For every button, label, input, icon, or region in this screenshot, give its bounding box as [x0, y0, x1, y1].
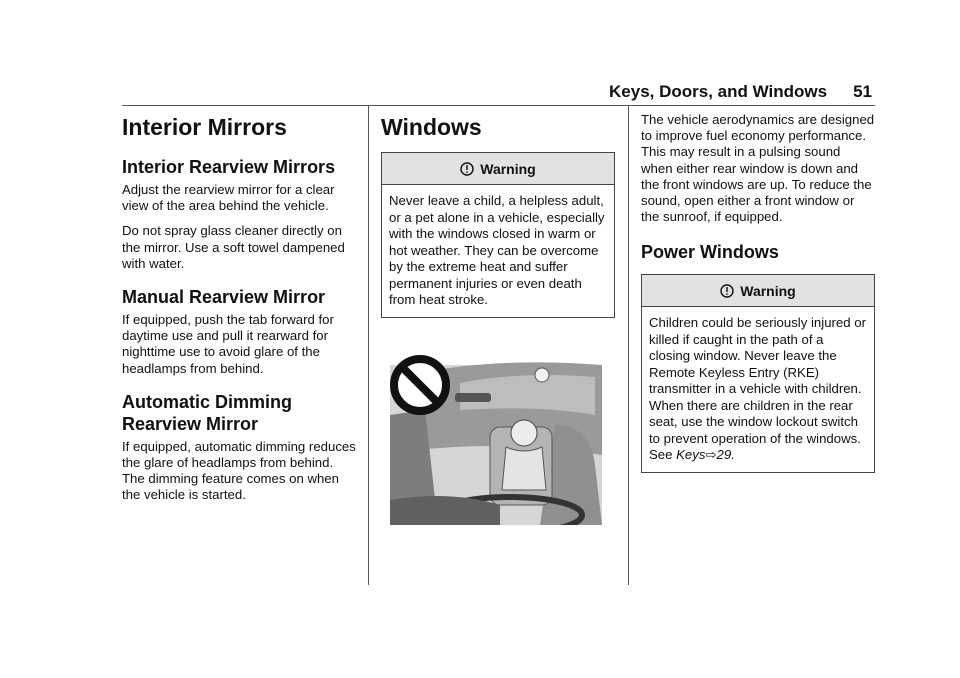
power-windows-heading: Power Windows — [641, 242, 779, 263]
aerodynamics-paragraph: The vehicle aerodynamics are designed to improve fuel economy performance. This may result in a pulsing sound when either rear window is down and the front windows are up. To reduce the sound, open either a front window or the sunroof, if equipped. — [641, 112, 875, 225]
interior-rearview-mirrors-heading: Interior Rearview Mirrors — [122, 157, 336, 177]
column-divider-2 — [628, 105, 629, 585]
column-divider-1 — [368, 105, 369, 585]
warning-body-text: Children could be seriously injured or killed if caught in the path of a closing window. Never leave the Remote Keyless Entry (RKE) transmitter in a vehicle with children. When there are children in the rear seat, use the window lockout switch to prevent operation of the windows. See — [649, 315, 866, 463]
heading-line: Automatic Dimming — [122, 391, 293, 412]
paragraph: If equipped, automatic dimming reduces the glare of headlamps from behind. The dimming feature comes on when the vehicle is started. — [122, 438, 356, 503]
warning-text — [642, 307, 874, 472]
warning-label: Warning — [740, 282, 796, 299]
warning-icon — [720, 284, 734, 298]
power-windows-warning-box — [641, 274, 875, 473]
warning-icon — [460, 162, 474, 176]
windows-title: Windows — [381, 114, 482, 140]
page-ref-arrow-icon: ⇨ — [705, 447, 717, 463]
heading-line: Rearview Mirror — [122, 413, 259, 434]
automatic-dimming-heading — [122, 391, 358, 435]
column-3 — [641, 106, 875, 473]
warning-text: Never leave a child, a helpless adult, or a pet alone in a vehicle, especially with the windows closed in warm or hot weather. They can be overcome by the extreme heat and suffer permanent injuries or even death from heat stroke. — [389, 193, 605, 307]
manual-rearview-mirror-heading: Manual Rearview Mirror — [122, 287, 326, 308]
section-title: Keys, Doors, and Windows — [609, 82, 828, 101]
child-in-car-illustration — [390, 355, 602, 525]
warning-header — [642, 275, 874, 307]
column-1 — [122, 106, 358, 513]
column-2 — [381, 106, 615, 318]
paragraph: Do not spray glass cleaner directly on the mirror. Use a soft towel dampened with water. — [122, 223, 345, 271]
windows-warning-box — [381, 152, 615, 318]
warning-label: Warning — [480, 160, 536, 177]
warning-header — [382, 153, 614, 185]
running-header — [600, 82, 872, 102]
keys-page-ref[interactable]: 29. — [716, 447, 735, 463]
paragraph: Adjust the rearview mirror for a clear view of the area behind the vehicle. — [122, 182, 335, 214]
keys-link[interactable]: Keys — [676, 447, 706, 463]
paragraph: If equipped, push the tab forward for daytime use and pull it rearward for nighttime use to avoid glare of the headlamps from behind. — [122, 312, 334, 376]
interior-mirrors-title: Interior Mirrors — [122, 114, 287, 140]
page-number: 51 — [853, 82, 872, 101]
